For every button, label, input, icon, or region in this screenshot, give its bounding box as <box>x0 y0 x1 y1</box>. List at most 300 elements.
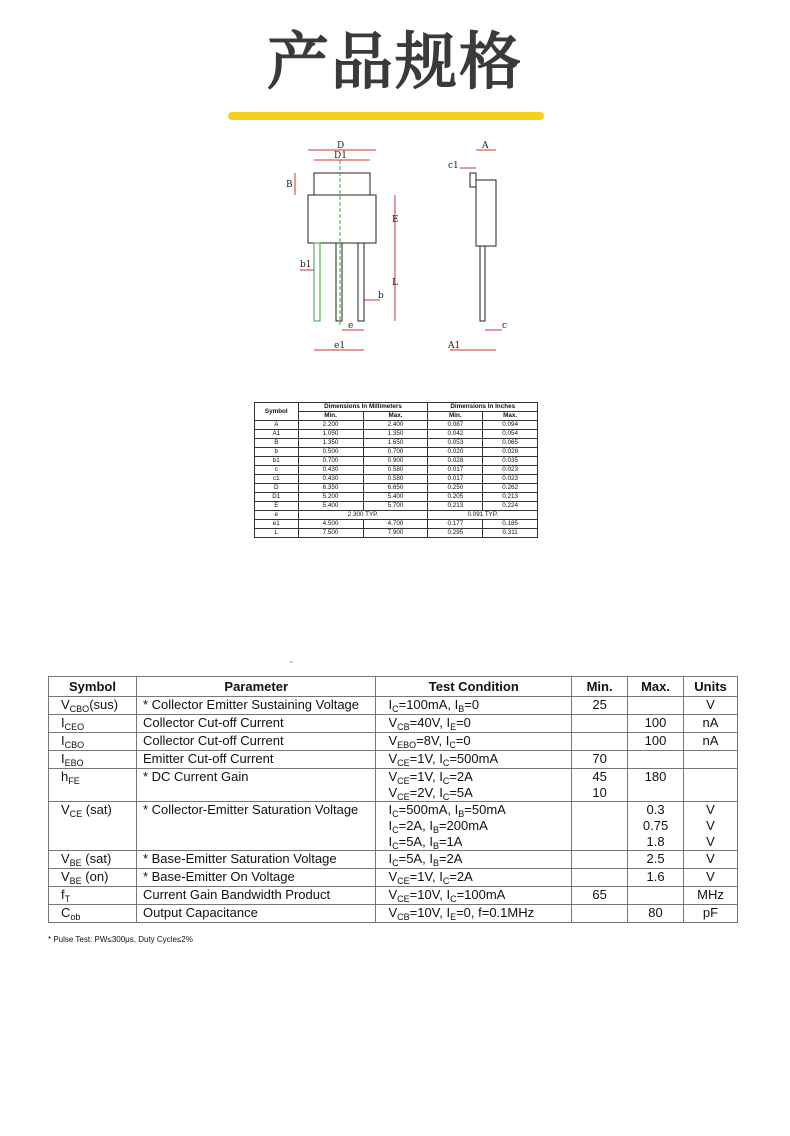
symbol-subscript: EBO <box>64 758 84 768</box>
cond-subscript: C <box>442 758 450 768</box>
dim-cell: 0.020 <box>428 448 483 457</box>
spec-table-body <box>49 697 738 923</box>
dim-cell: 5.700 <box>363 502 428 511</box>
units-value: nA <box>702 733 719 748</box>
spec-parameter: * Collector-Emitter Saturation Voltage <box>136 802 376 851</box>
cond-value: =8V, <box>416 733 446 748</box>
dim-cell: b1 <box>255 457 299 466</box>
dim-cell: A1 <box>255 430 299 439</box>
symbol-letter: V <box>61 851 70 866</box>
cond-subscript: C <box>392 858 399 868</box>
condition-line <box>388 733 567 749</box>
front-tab <box>314 173 370 195</box>
spec-condition <box>376 733 572 751</box>
spec-units <box>684 697 738 715</box>
cond-var: I <box>439 785 443 800</box>
max-value <box>632 887 679 903</box>
spec-min <box>572 715 628 733</box>
min-value <box>576 851 623 867</box>
symbol-suffix: (on) <box>81 869 109 884</box>
spec-min <box>572 769 628 802</box>
spec-condition <box>376 869 572 887</box>
spec-col-condition: Test Condition <box>376 677 572 697</box>
spec-min <box>572 851 628 869</box>
symbol-suffix: (sat) <box>82 802 112 817</box>
dim-cell: E <box>255 502 299 511</box>
cond-value: =5A, <box>398 834 430 849</box>
min-value <box>576 733 623 749</box>
cond-value: =2A, <box>398 818 430 833</box>
dim-row <box>255 430 538 439</box>
spec-row <box>49 769 738 802</box>
min-value: 25 <box>592 697 607 712</box>
max-value: 0.75 <box>642 818 669 833</box>
dim-cell: 5.400 <box>298 502 363 511</box>
dimensions-table-body <box>255 421 538 538</box>
units-value <box>688 751 733 767</box>
cond-value: =100mA <box>456 887 506 902</box>
dim-row <box>255 529 538 538</box>
spec-max <box>628 887 684 905</box>
cond-var: I <box>446 905 451 920</box>
symbol-suffix: (sat) <box>81 851 112 866</box>
min-value: 45 <box>592 769 607 784</box>
max-value: 2.5 <box>646 851 665 866</box>
spec-symbol <box>49 715 137 733</box>
dim-cell: 0.185 <box>483 520 538 529</box>
spec-units <box>684 905 738 923</box>
condition-line <box>388 851 567 867</box>
dim-label-B: B <box>286 180 293 190</box>
cond-subscript: E <box>450 912 457 922</box>
cond-var: V <box>388 905 398 920</box>
cond-var: I <box>445 733 450 748</box>
condition-line <box>388 785 567 801</box>
spec-max <box>628 751 684 769</box>
cond-var: I <box>439 751 443 766</box>
dim-cell: 2.200 <box>298 421 363 430</box>
spec-row <box>49 733 738 751</box>
side-lead <box>480 246 485 321</box>
cond-var: V <box>388 769 398 784</box>
dim-label-E: E <box>392 215 399 225</box>
cond-var: I <box>446 715 451 730</box>
dim-cell: c1 <box>255 475 299 484</box>
cond-var: I <box>454 697 459 712</box>
spec-condition <box>376 697 572 715</box>
spec-condition <box>376 715 572 733</box>
dim-cell: 4.700 <box>363 520 428 529</box>
cond-value: =50mA <box>464 802 506 817</box>
dim-cell: D1 <box>255 493 299 502</box>
symbol-letter: f <box>61 887 65 902</box>
symbol-subscript: T <box>64 894 71 904</box>
max-value <box>632 785 679 801</box>
symbol-letter: V <box>61 869 70 884</box>
spec-symbol <box>49 733 137 751</box>
dim-row <box>255 493 538 502</box>
spec-max <box>628 715 684 733</box>
dim-cell: 2.400 <box>363 421 428 430</box>
cond-var: I <box>439 769 443 784</box>
dim-cell: 1.350 <box>363 430 428 439</box>
cond-var: I <box>429 834 433 849</box>
package-outline-drawing <box>280 140 530 360</box>
max-value: 100 <box>644 733 667 748</box>
spec-parameter: Output Capacitance <box>136 905 376 923</box>
cond-var: I <box>388 697 393 712</box>
spec-condition <box>376 887 572 905</box>
cond-value: =2A <box>438 851 463 866</box>
cond-subscript: B <box>432 841 439 851</box>
dim-label-D1: D1 <box>334 151 347 161</box>
cond-var: V <box>388 887 398 902</box>
spec-condition <box>376 751 572 769</box>
symbol-subscript: FE <box>68 776 80 786</box>
cond-value: =1V, <box>409 751 440 766</box>
dim-cell: 0.065 <box>483 439 538 448</box>
symbol-letter: C <box>61 905 71 920</box>
symbol-subscript: CBO <box>69 704 90 714</box>
dim-label-b1: b1 <box>300 260 312 270</box>
dim-cell: A <box>255 421 299 430</box>
dim-cell: 1.650 <box>363 439 428 448</box>
spec-symbol <box>49 887 137 905</box>
cond-value: =0 <box>455 733 471 748</box>
symbol-letter: I <box>61 751 65 766</box>
dim-cell: 4.500 <box>298 520 363 529</box>
dim-cell: 0.224 <box>483 502 538 511</box>
max-value: 1.6 <box>646 869 665 884</box>
spec-units <box>684 769 738 802</box>
dim-cell: 0.054 <box>483 430 538 439</box>
spec-condition <box>376 905 572 923</box>
cond-value: =40V, <box>409 715 447 730</box>
symbol-subscript: CE <box>69 809 83 819</box>
spec-units <box>684 751 738 769</box>
dim-cell: 7.900 <box>363 529 428 538</box>
dim-row <box>255 448 538 457</box>
spec-max <box>628 905 684 923</box>
spec-row <box>49 887 738 905</box>
cond-subscript: B <box>432 858 439 868</box>
spec-min <box>572 905 628 923</box>
cond-var: I <box>439 869 443 884</box>
cond-var: I <box>388 818 393 833</box>
dim-cell: 0.430 <box>298 475 363 484</box>
dim-cell: 1.350 <box>298 439 363 448</box>
symbol-subscript: CEO <box>64 722 85 732</box>
cond-var: V <box>388 785 398 800</box>
spec-units <box>684 802 738 851</box>
cond-subscript: C <box>392 841 399 851</box>
dim-cell: 5.200 <box>298 493 363 502</box>
dim-label-e: e <box>348 321 354 331</box>
spec-col-symbol: Symbol <box>49 677 137 697</box>
dim-cell: 2.300 TYP. <box>298 511 428 520</box>
dim-mm-min: Min. <box>298 412 363 421</box>
max-value <box>632 751 679 767</box>
spec-col-max: Max. <box>628 677 684 697</box>
dim-cell: 0.017 <box>428 466 483 475</box>
spec-col-units: Units <box>684 677 738 697</box>
spec-condition <box>376 769 572 802</box>
spec-units <box>684 851 738 869</box>
dim-cell: 0.580 <box>363 466 428 475</box>
spec-parameter: * DC Current Gain <box>136 769 376 802</box>
cond-subscript: CB <box>397 912 410 922</box>
spec-row <box>49 697 738 715</box>
spec-min <box>572 697 628 715</box>
max-value: 100 <box>644 715 667 730</box>
spec-symbol <box>49 802 137 851</box>
dim-row <box>255 475 538 484</box>
units-value <box>688 769 733 785</box>
cond-subscript: C <box>450 894 457 904</box>
units-value: V <box>706 869 715 884</box>
dim-label-c: c <box>502 321 508 331</box>
dim-mm-max: Max. <box>363 412 428 421</box>
min-value <box>576 834 623 850</box>
spec-min <box>572 869 628 887</box>
cond-subscript: E <box>450 722 457 732</box>
dim-cell: 0.250 <box>428 484 483 493</box>
dim-row <box>255 421 538 430</box>
cond-value: =200mA <box>438 818 488 833</box>
dim-row <box>255 502 538 511</box>
dim-label-c1: c1 <box>448 161 459 171</box>
dim-cell: 0.091 TYP. <box>428 511 538 520</box>
cond-subscript: B <box>432 825 439 835</box>
min-value <box>576 715 623 731</box>
dim-cell: 0.094 <box>483 421 538 430</box>
dim-cell: B <box>255 439 299 448</box>
max-value: 0.3 <box>646 802 665 817</box>
spec-parameter: * Base-Emitter Saturation Voltage <box>136 851 376 869</box>
dim-group-in: Dimensions In Inches <box>428 403 538 412</box>
max-value: 180 <box>644 769 667 784</box>
dim-cell: 0.035 <box>483 457 538 466</box>
dim-label-e1: e1 <box>334 341 346 351</box>
cond-value: =1V, <box>409 769 440 784</box>
spec-units <box>684 887 738 905</box>
cond-subscript: B <box>458 704 465 714</box>
cond-value: =5A <box>449 785 473 800</box>
spec-row <box>49 715 738 733</box>
cond-value: =10V, <box>409 887 447 902</box>
dim-cell: 0.700 <box>363 448 428 457</box>
spec-condition <box>376 851 572 869</box>
min-value <box>576 802 623 818</box>
dim-cell: 0.311 <box>483 529 538 538</box>
cond-subscript: CE <box>397 776 410 786</box>
cond-subscript: CB <box>397 722 410 732</box>
cond-var: I <box>429 851 433 866</box>
dim-cell: L <box>255 529 299 538</box>
dim-in-max: Max. <box>483 412 538 421</box>
spec-units <box>684 869 738 887</box>
cond-value: =500mA <box>449 751 499 766</box>
cond-subscript: C <box>442 776 450 786</box>
cond-value: =100mA, <box>398 697 455 712</box>
dim-cell: 0.213 <box>483 493 538 502</box>
spec-symbol <box>49 905 137 923</box>
dim-cell: 6.650 <box>363 484 428 493</box>
symbol-letter: h <box>61 769 69 784</box>
dim-cell: 0.700 <box>298 457 363 466</box>
dim-cell: 0.017 <box>428 475 483 484</box>
dim-cell: 0.023 <box>483 466 538 475</box>
dim-cell: 0.023 <box>483 475 538 484</box>
cond-subscript: C <box>449 740 456 750</box>
cond-subscript: C <box>442 876 450 886</box>
units-value: pF <box>702 905 719 920</box>
symbol-subscript: BE <box>69 858 82 868</box>
lead-left <box>314 243 320 321</box>
units-value: MHz <box>697 887 724 902</box>
dim-row-e <box>255 511 538 520</box>
cond-subscript: B <box>458 809 465 819</box>
page-title: 产品规格 <box>266 25 523 98</box>
dim-cell: 0.177 <box>428 520 483 529</box>
symbol-subscript: BE <box>69 876 82 886</box>
cond-value: =0 <box>456 715 471 730</box>
symbol-letter: I <box>61 733 65 748</box>
cond-subscript: CE <box>397 758 410 768</box>
cond-subscript: C <box>392 809 399 819</box>
cond-var: I <box>454 802 459 817</box>
side-tab <box>470 173 476 187</box>
cond-value: =2V, <box>409 785 440 800</box>
dim-cell: 0.213 <box>428 502 483 511</box>
condition-line <box>388 715 567 731</box>
spec-units <box>684 733 738 751</box>
dim-cell: 0.900 <box>363 457 428 466</box>
symbol-letter: I <box>61 715 65 730</box>
cond-subscript: EBO <box>397 740 417 750</box>
units-value: nA <box>702 715 719 730</box>
cond-var: V <box>388 715 398 730</box>
units-value: V <box>706 697 715 712</box>
dim-cell: 0.053 <box>428 439 483 448</box>
spec-min <box>572 887 628 905</box>
dim-row <box>255 439 538 448</box>
spec-condition <box>376 802 572 851</box>
dim-cell: e1 <box>255 520 299 529</box>
min-value <box>576 869 623 885</box>
spec-parameter: Collector Cut-off Current <box>136 733 376 751</box>
lead-right <box>358 243 364 321</box>
cond-var: V <box>388 751 398 766</box>
cond-subscript: CE <box>397 792 410 802</box>
spec-max <box>628 802 684 851</box>
dim-cell: 0.028 <box>428 457 483 466</box>
dim-cell: 0.500 <box>298 448 363 457</box>
cond-value: =500mA, <box>398 802 455 817</box>
dim-cell: 0.205 <box>428 493 483 502</box>
dim-cell: 6.350 <box>298 484 363 493</box>
spec-row <box>49 851 738 869</box>
spec-max <box>628 869 684 887</box>
cond-subscript: CE <box>397 876 410 886</box>
max-value: 80 <box>648 905 663 920</box>
spec-min <box>572 751 628 769</box>
cond-value: =5A, <box>398 851 430 866</box>
dim-label-A1: A1 <box>448 341 461 351</box>
condition-line <box>388 887 567 903</box>
dimensions-table <box>254 402 538 538</box>
condition-line <box>388 697 567 713</box>
condition-line <box>388 769 567 785</box>
symbol-letter: V <box>61 697 70 712</box>
spec-symbol <box>49 697 137 715</box>
spec-symbol <box>49 851 137 869</box>
condition-line <box>388 834 567 850</box>
cond-var: V <box>388 869 398 884</box>
cond-value: =1V, <box>409 869 440 884</box>
dim-cell: 0.262 <box>483 484 538 493</box>
dim-cell: 1.050 <box>298 430 363 439</box>
dim-row <box>255 466 538 475</box>
cond-value: =10V, <box>409 905 447 920</box>
spec-parameter: Collector Cut-off Current <box>136 715 376 733</box>
condition-line <box>388 751 567 767</box>
max-value <box>632 697 679 713</box>
dim-cell: 5.400 <box>363 493 428 502</box>
electrical-spec-table <box>48 676 738 923</box>
front-body <box>308 195 376 243</box>
spec-min <box>572 802 628 851</box>
condition-line <box>388 869 567 885</box>
dim-cell: b <box>255 448 299 457</box>
cond-subscript: C <box>392 825 399 835</box>
spec-parameter: * Collector Emitter Sustaining Voltage <box>136 697 376 715</box>
cond-value: =0, f=0.1MHz <box>456 905 535 920</box>
cond-var: V <box>388 733 398 748</box>
spec-max <box>628 769 684 802</box>
spec-row <box>49 751 738 769</box>
spec-max <box>628 697 684 715</box>
min-value: 70 <box>592 751 607 766</box>
condition-line <box>388 818 567 834</box>
min-value <box>576 818 623 834</box>
cond-subscript: C <box>392 704 399 714</box>
symbol-subscript: CBO <box>64 740 85 750</box>
spec-symbol <box>49 869 137 887</box>
dim-cell: 0.580 <box>363 475 428 484</box>
symbol-suffix: (sus) <box>89 697 119 712</box>
dim-cell: c <box>255 466 299 475</box>
side-body <box>476 180 496 246</box>
dim-in-min: Min. <box>428 412 483 421</box>
dim-cell: 0.295 <box>428 529 483 538</box>
spec-col-min: Min. <box>572 677 628 697</box>
dim-row <box>255 520 538 529</box>
dim-cell: 0.430 <box>298 466 363 475</box>
spec-min <box>572 733 628 751</box>
spec-row <box>49 905 738 923</box>
pulse-test-footnote: * Pulse Test: PW≤300μs, Duty Cycle≤2% <box>48 935 193 944</box>
dim-cell: 0.087 <box>428 421 483 430</box>
max-value: 1.8 <box>646 834 665 849</box>
spec-parameter: Current Gain Bandwidth Product <box>136 887 376 905</box>
dim-label-D: D <box>337 141 345 151</box>
spec-parameter: Emitter Cut-off Current <box>136 751 376 769</box>
dim-cell: D <box>255 484 299 493</box>
spec-symbol <box>49 751 137 769</box>
min-value <box>576 905 623 921</box>
cond-var: I <box>429 818 433 833</box>
